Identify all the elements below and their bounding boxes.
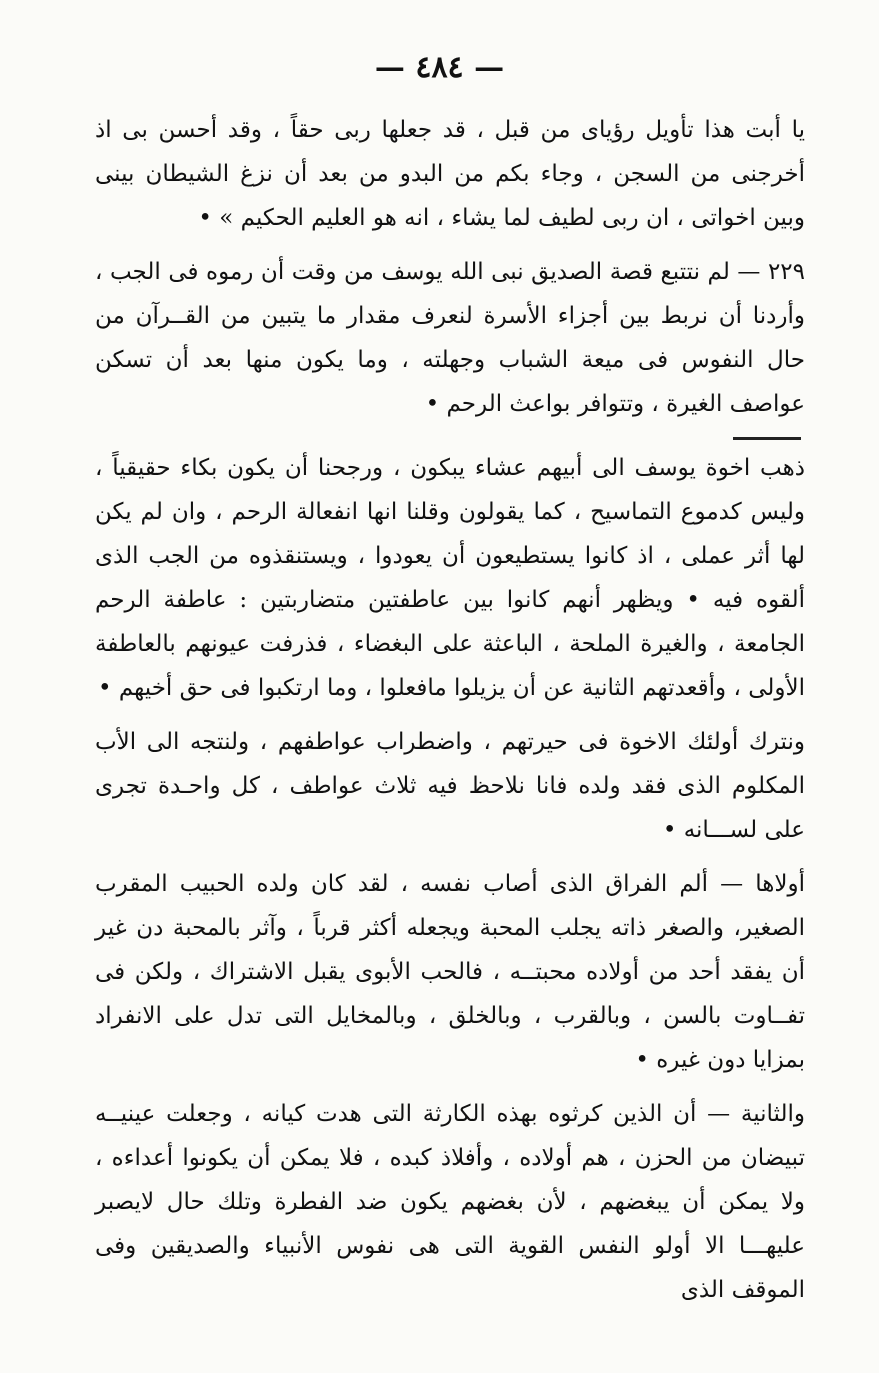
section-divider: [733, 437, 801, 440]
body-text: [95, 108, 805, 1332]
page-number: — ٤٨٤ —: [374, 50, 505, 85]
paragraph-verse-end: يا أبت هذا تأويل رؤياى من قبل ، قد جعلها ربى حقاً ، وقد أحسن بى اذ أخرجنى من السجن ، وجاء بكم من البدو من بعد أن نزغ الشيطان بينى وبين اخواتى ، ان ربى لطيف لما يشاء ، انه هو العليم الحكيم » •: [95, 117, 805, 231]
paragraph-father-emotions: ونترك أولئك الاخوة فى حيرتهم ، واضطراب عواطفهم ، ولنتجه الى الأب المكلوم الذى فقد ولده فانا نلاحظ فيه ثلاث عواطف ، كل واحـدة تجرى على لســـانه •: [95, 729, 805, 843]
paragraph-first-emotion: أولاها — ألم الفراق الذى أصاب نفسه ، لقد كان ولده الحبيب المقرب الصغير، والصغر ذاته يجلب المحبة ويجعله أكثر قرباً ، وآثر بالمحبة دن غير أن يفقد أحد من أولاده محبتــه ، فالحب الأبوى يقبل الاشتراك ، ولكن فى تفــاوت بالسن ، وبالقرب ، وبالخلق ، وبالمخايل التى تدل على الانفراد بمزايا دون غيره •: [95, 871, 805, 1073]
paragraph-brothers-weeping: ذهب اخوة يوسف الى أبيهم عشاء يبكون ، ورجحنا أن يكون بكاء حقيقياً ، وليس كدموع التماسيح ، كما يقولون وقلنا انها انفعالة الرحم ، وان لم يكن لها أثر عملى ، اذ كانوا يستطيعون أن يعودوا ، ويستنقذوه من الجب الذى ألقوه فيه • ويظهر أنهم كانوا بين عاطفتين متضاربتين : عاطفة الرحم الجامعة ، والغيرة الملحة ، الباعثة على البغضاء ، فذرفت عيونهم بالعاطفة الأولى ، وأقعدتهم الثانية عن أن يزيلوا مافعلوا ، وما ارتكبوا فى حق أخيهم •: [95, 455, 805, 701]
paragraph-section-229: ٢٢٩ — لم نتتبع قصة الصديق نبى الله يوسف من وقت أن رموه فى الجب ، وأردنا أن نربط بين أجزاء الأسرة لنعرف مقدار ما يتبين من القــرآن من حال النفوس فى ميعة الشباب وجهلته ، وما يكون منها بعد أن تسكن عواصف الغيرة ، وتتوافر بواعث الرحم •: [95, 259, 805, 417]
paragraph-second-emotion: والثانية — أن الذين كرثوه بهذه الكارثة التى هدت كيانه ، وجعلت عينيــه تبيضان من الحزن ، هم أولاده ، وأفلاذ كبده ، فلا يمكن أن يكونوا أعداءه ، ولا يمكن أن يبغضهم ، لأن بغضهم يكون ضد الفطرة وتلك حال لايصبر عليهـــا الا أولو النفس القوية التى هى نفوس الأنبياء والصديقين وفى الموقف الذى: [95, 1101, 805, 1303]
